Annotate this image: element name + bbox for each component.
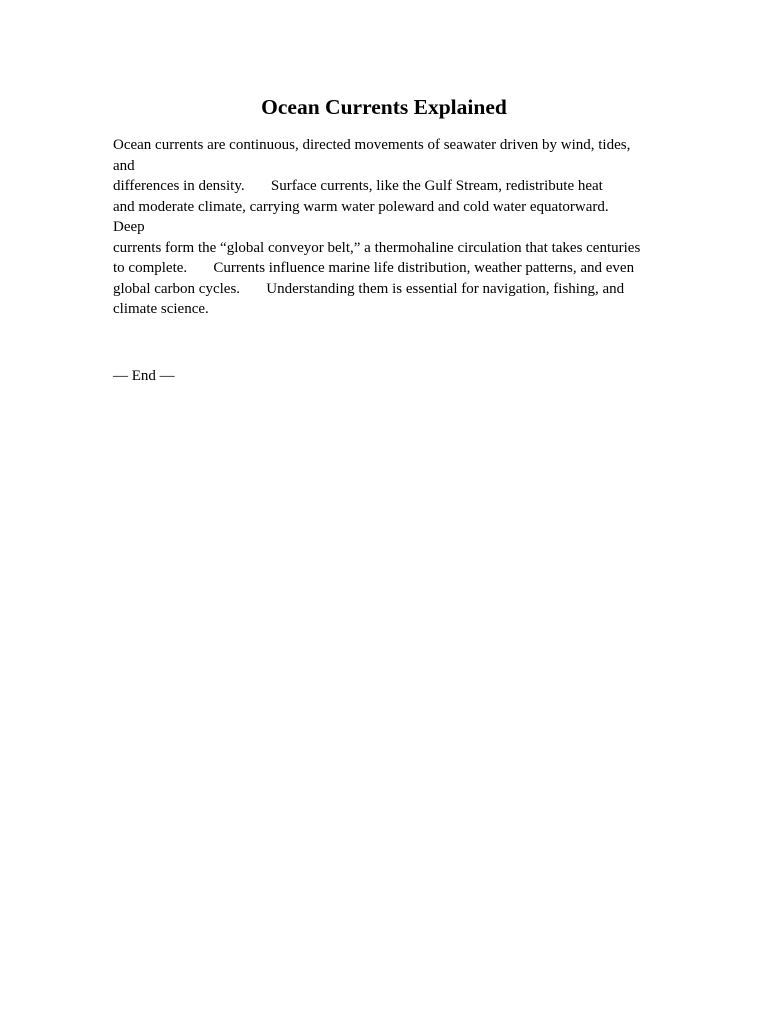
body-line: global carbon cycles. Understanding them is essential for navigation, fishing, and [113,280,625,297]
body-line: Deep [113,219,145,235]
body-line: and moderate climate, carrying warm water poleward and cold water equatorward. [113,198,609,215]
body-line: differences in density. Surface currents, like the Gulf Stream, redistribute heat [113,178,603,194]
body-line: climate science. [113,301,209,317]
body-line: and [113,157,135,174]
document-title: Ocean Currents Explained [261,95,507,119]
body-line: currents form the “global conveyor belt,” a thermohaline circulation that takes centuries [113,239,641,256]
document-body [113,135,655,320]
document-page [113,0,655,1024]
end-marker: — End — [113,368,175,384]
body-line: Ocean currents are continuous, directed movements of seawater driven by wind, tides, [113,137,631,153]
body-line: to complete. Currents influence marine life distribution, weather patterns, and even [113,260,635,276]
